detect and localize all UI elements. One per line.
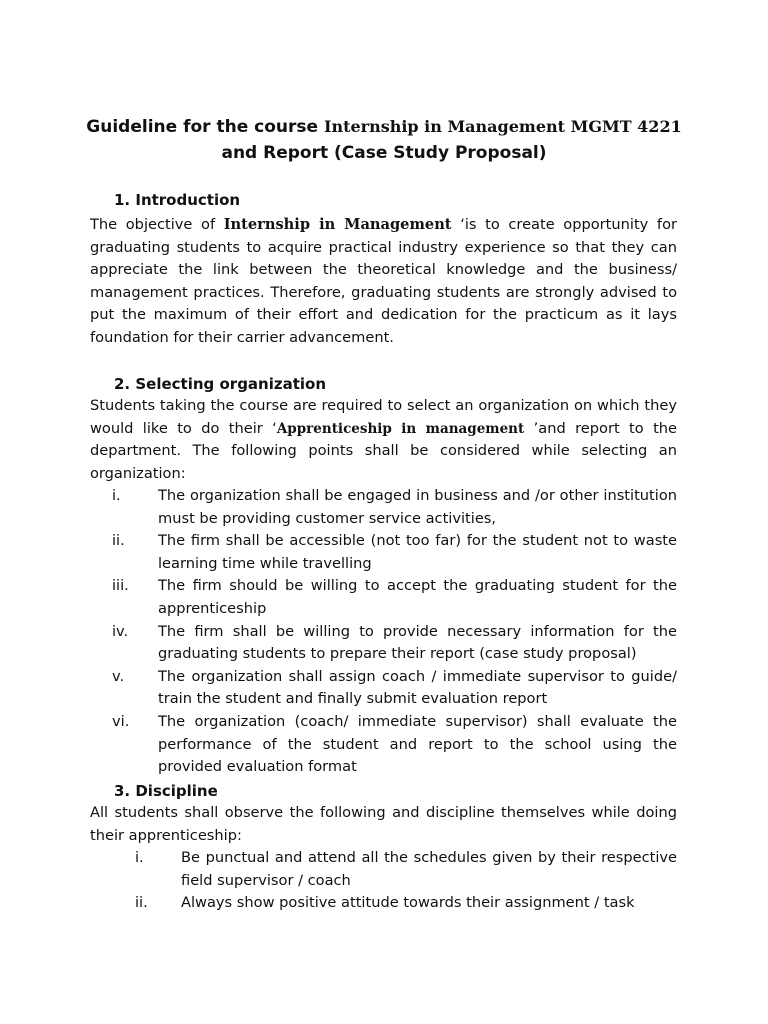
list-item — [0, 530, 768, 575]
list-item-number: ii. — [112, 532, 125, 550]
selection-criteria-list — [0, 485, 768, 779]
paragraph-introduction — [90, 214, 677, 350]
list-item-number: iv. — [112, 622, 129, 640]
document-title — [0, 114, 768, 140]
discipline-list — [0, 847, 768, 915]
paragraph-selecting-organization — [90, 395, 677, 485]
list-item-number: ii. — [135, 894, 148, 912]
intro-text-rest: ‘is to create opportunity for graduating students to acquire practical industry experience so that they can appreciate the link between the theoretical knowledge and the business/ management practices. Therefore, graduating students are strongly advised to put the maximum of their effort and dedication for the practicum as it lays foundation for their carrier advancement. — [90, 216, 678, 346]
document-subtitle: and Report (Case Study Proposal) — [221, 143, 547, 163]
heading-introduction: 1. Introduction — [114, 191, 241, 209]
selecting-text-start: Students taking the course are required to select an organization on which they would like to do their ‘ — [90, 397, 677, 437]
list-item — [0, 711, 768, 779]
selecting-emphasis: Apprenticeship in management — [276, 420, 525, 437]
intro-emphasis: Internship in Management — [223, 216, 452, 233]
list-item — [0, 892, 768, 915]
list-item-number: vi. — [112, 712, 130, 730]
title-course: Internship in Management MGMT 4221 — [323, 117, 682, 136]
list-item-text: The firm shall be accessible (not too far) for the student not to waste learning time while travelling — [158, 532, 677, 572]
list-item-text: The organization shall be engaged in business and /or other institution must be providing customer service activities, — [158, 487, 677, 527]
list-item-text: The firm should be willing to accept the graduating student for the apprenticeship — [158, 577, 677, 617]
selecting-text-rest: ’and report to the department. The following points shall be considered while selecting an organization: — [90, 419, 678, 482]
list-item — [0, 621, 768, 666]
list-item-number: v. — [112, 667, 125, 685]
title-prefix: Guideline for the course — [86, 117, 319, 137]
heading-discipline: 3. Discipline — [114, 782, 218, 800]
list-item-number: iii. — [112, 577, 129, 595]
list-item-text: The organization shall assign coach / immediate supervisor to guide/ train the student and finally submit evaluation report — [158, 667, 677, 708]
list-item — [0, 575, 768, 620]
list-item — [0, 485, 768, 530]
paragraph-discipline: All students shall observe the following and discipline themselves while doing their apprenticeship: — [90, 804, 677, 844]
list-item — [0, 666, 768, 711]
list-item-text: Always show positive attitude towards their assignment / task — [181, 894, 635, 912]
list-item-text: The organization (coach/ immediate supervisor) shall evaluate the performance of the student and report to the school using the provided evaluation format — [158, 712, 677, 776]
intro-text-start: The objective of — [90, 216, 216, 233]
heading-selecting-organization: 2. Selecting organization — [114, 375, 327, 393]
list-item-text: Be punctual and attend all the schedules given by their respective field supervisor / coach — [181, 849, 677, 889]
list-item — [0, 847, 768, 892]
list-item-number: i. — [135, 849, 144, 866]
list-item-number: i. — [112, 487, 121, 504]
list-item-text: The firm shall be willing to provide necessary information for the graduating students to prepare their report (case study proposal) — [158, 622, 677, 663]
